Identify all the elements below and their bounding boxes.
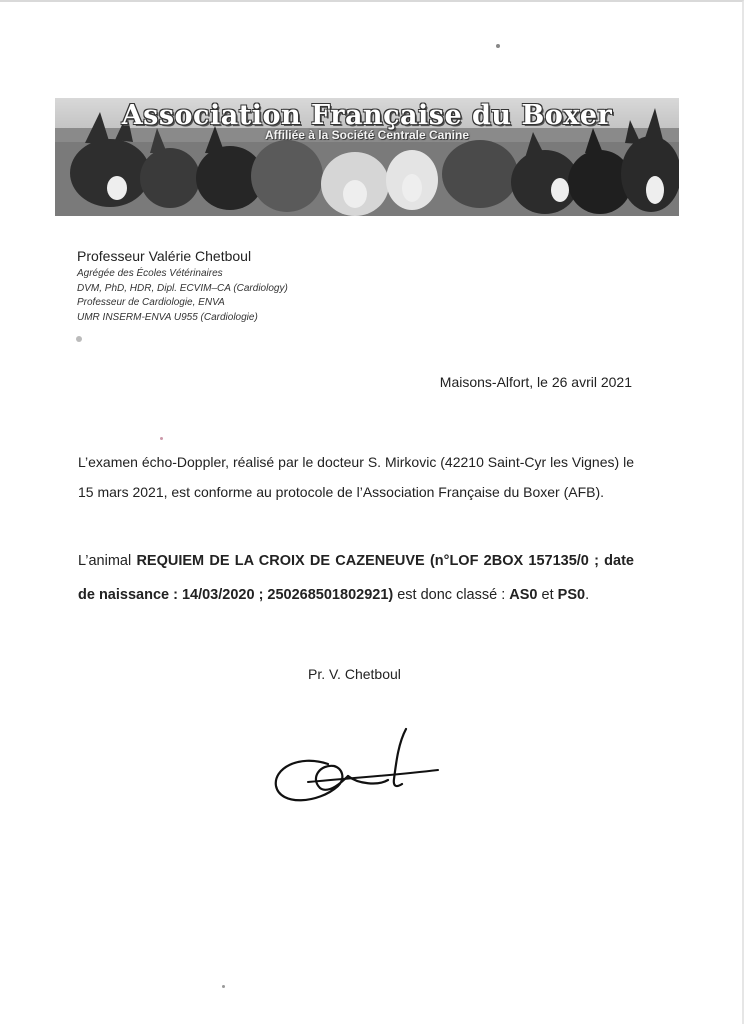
handwritten-signature [268,724,448,829]
scan-speck [222,985,225,988]
banner-subtitle: Affiliée à la Société Centrale Canine [264,128,470,142]
author-block [77,248,288,325]
classification-text: est donc classé : [393,587,510,603]
author-title-line: DVM, PhD, HDR, Dipl. ECVIM–CA (Cardiology) [77,282,288,294]
scan-speck [76,336,82,342]
scan-speck [496,44,500,48]
classification-paragraph [78,544,634,612]
banner-title: Association Française du Boxer [121,100,613,131]
author-name: Professeur Valérie Chetboul [77,248,252,264]
author-title-line: UMR INSERM-ENVA U955 (Cardiologie) [77,311,258,323]
pulmonic-grade: PS0 [557,587,586,603]
conjunction-text: et [537,587,558,603]
header-banner [55,98,679,216]
signer-name: Pr. V. Chetboul [308,666,401,682]
scan-speck [160,437,163,440]
author-title-line: Professeur de Cardiologie, ENVA [77,297,225,308]
aortic-grade: AS0 [509,587,538,603]
animal-identity: REQUIEM DE LA CROIX DE CAZENEUVE (n°LOF 2BOX 157135/0 ; date de naissance : 14/03/2020 ; 250268501802921) [78,553,634,603]
author-title-line: Agrégée des Écoles Vétérinaires [77,268,223,279]
place-date-line: Maisons-Alfort, le 26 avril 2021 [439,374,632,390]
exam-paragraph: L’examen écho-Doppler, réalisé par le docteur S. Mirkovic (42210 Saint-Cyr les Vignes) le 15 mars 2021, est conforme au protocole de l’Association Française du Boxer (AFB). [78,454,634,500]
period-text: . [585,587,590,603]
intro-text: L’animal [78,553,137,569]
